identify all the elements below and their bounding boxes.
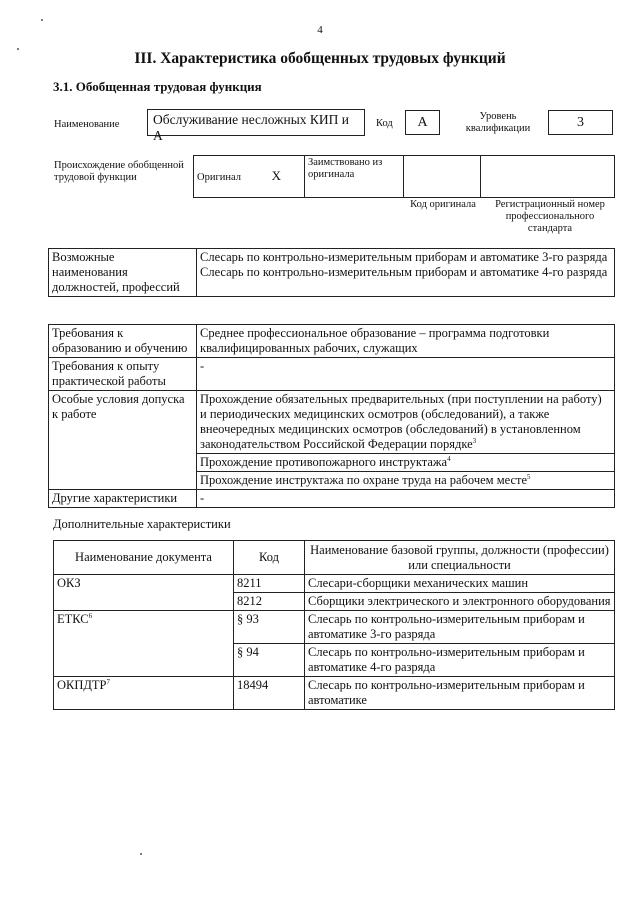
function-name-field bbox=[147, 109, 365, 144]
scan-speck bbox=[17, 48, 19, 50]
code-value: A bbox=[417, 115, 428, 130]
education-label: Требования к образованию и обучению bbox=[49, 325, 197, 358]
doc-name: ОКЗ bbox=[57, 576, 81, 590]
page-number: 4 bbox=[317, 24, 323, 36]
position-item: Слесарь по контрольно-измерительным приборам и автоматике 3-го разряда bbox=[200, 250, 608, 264]
footnote-ref: 3 bbox=[472, 437, 477, 445]
level-label: Уровень квалификации bbox=[465, 111, 531, 135]
header-group-name: Наименование базовой группы, должности (профессии) или специальности bbox=[305, 541, 615, 575]
doc-etks bbox=[54, 611, 234, 677]
position-item: Слесарь по контрольно-измерительным приборам и автоматике 4-го разряда bbox=[200, 265, 608, 279]
other-value: - bbox=[197, 490, 615, 508]
code-original-caption: Код оригинала bbox=[410, 199, 476, 210]
positions-table bbox=[48, 248, 615, 297]
registration-number-cell bbox=[481, 156, 615, 198]
level-value: 3 bbox=[577, 115, 584, 130]
requirements-table bbox=[48, 324, 615, 508]
code-cell: 8212 bbox=[234, 593, 305, 611]
fire-briefing-value bbox=[197, 454, 615, 472]
experience-value: - bbox=[197, 358, 615, 391]
code-cell: 18494 bbox=[234, 677, 305, 710]
code-cell: § 93 bbox=[234, 611, 305, 644]
doc-okz bbox=[54, 575, 234, 611]
code-label: Код bbox=[376, 118, 393, 129]
footnote-ref: 5 bbox=[527, 473, 531, 481]
section-title: III. Характеристика обобщенных трудовых функций bbox=[134, 50, 506, 67]
footnote-ref: 7 bbox=[106, 678, 111, 686]
subsection-title: 3.1. Обобщенная трудовая функция bbox=[53, 79, 262, 94]
borrowed-cell bbox=[305, 156, 404, 198]
name-cell: Слесарь по контрольно-измерительным приборам и автоматике 4-го разряда bbox=[305, 644, 615, 677]
other-label: Другие характеристики bbox=[49, 490, 197, 508]
name-cell: Слесари-сборщики механических машин bbox=[305, 575, 615, 593]
table-row bbox=[54, 575, 615, 593]
medical-exam-text: Прохождение обязательных предварительных (при поступлении на работу) и периодических медицинских осмотров (обследований), а также внеочередных медицинских осмотров (обследований) в установленном законодательством Российской Федерации порядке bbox=[200, 392, 602, 451]
experience-label: Требования к опыту практической работы bbox=[49, 358, 197, 391]
name-cell: Слесарь по контрольно-измерительным приборам и автоматике 3-го разряда bbox=[305, 611, 615, 644]
table-row bbox=[54, 611, 615, 644]
original-cell bbox=[194, 156, 305, 198]
code-field bbox=[405, 110, 440, 135]
function-name-value: Обслуживание несложных КИП и А bbox=[153, 112, 350, 144]
name-cell: Слесарь по контрольно-измерительным приборам и автоматике bbox=[305, 677, 615, 710]
header-document: Наименование документа bbox=[54, 541, 234, 575]
scan-speck bbox=[41, 19, 43, 21]
footnote-ref: 6 bbox=[88, 612, 93, 620]
original-label: Оригинал bbox=[197, 172, 241, 184]
additional-title: Дополнительные характеристики bbox=[53, 517, 231, 531]
footnote-ref: 4 bbox=[447, 455, 451, 463]
registration-caption: Регистрационный номер профессионального стандарта bbox=[495, 199, 605, 235]
doc-okpdtr bbox=[54, 677, 234, 710]
doc-name: ОКПДТР bbox=[57, 678, 107, 692]
additional-table bbox=[53, 540, 615, 710]
positions-label: Возможные наименования должностей, профессий bbox=[49, 249, 197, 297]
level-field bbox=[548, 110, 613, 135]
fire-briefing-text: Прохождение противопожарного инструктажа bbox=[200, 455, 448, 469]
medical-exam-value bbox=[197, 391, 615, 454]
name-cell: Сборщики электрического и электронного оборудования bbox=[305, 593, 615, 611]
education-value: Среднее профессиональное образование – программа подготовки квалифицированных рабочих, служащих bbox=[197, 325, 615, 358]
origin-label: Происхождение обобщенной трудовой функции bbox=[54, 160, 184, 184]
scan-speck bbox=[140, 853, 142, 855]
special-conditions-label: Особые условия допуска к работе bbox=[49, 391, 197, 490]
doc-name: ЕТКС bbox=[57, 612, 89, 626]
original-mark: X bbox=[271, 168, 282, 184]
code-cell: § 94 bbox=[234, 644, 305, 677]
safety-briefing-text: Прохождение инструктажа по охране труда на рабочем месте bbox=[200, 473, 528, 487]
borrowed-label: Заимствовано из оригинала bbox=[308, 157, 383, 181]
code-cell: 8211 bbox=[234, 575, 305, 593]
name-label: Наименование bbox=[54, 119, 120, 130]
table-row bbox=[54, 677, 615, 710]
safety-briefing-value bbox=[197, 472, 615, 490]
header-code: Код bbox=[234, 541, 305, 575]
origin-table bbox=[193, 155, 615, 198]
positions-values bbox=[197, 249, 615, 297]
original-code-cell bbox=[404, 156, 481, 198]
